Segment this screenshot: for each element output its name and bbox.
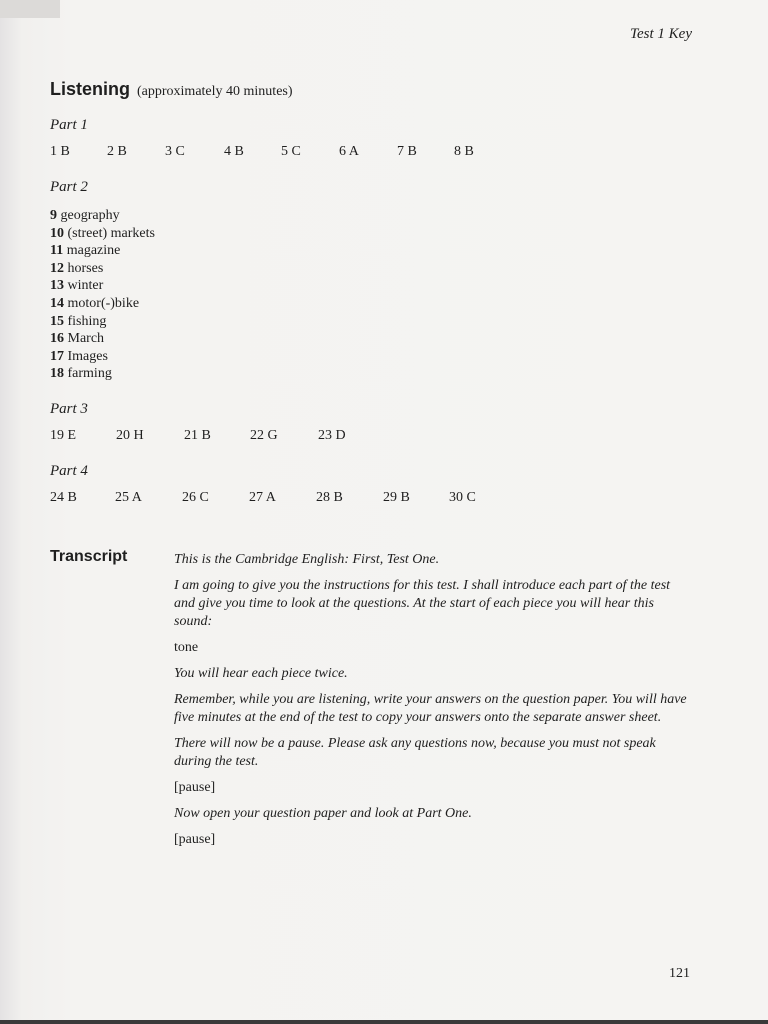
part3-label: Part 3 [50,401,88,417]
list-item: 11 magazine [50,243,121,259]
list-item: 17 Images [50,348,108,364]
part2-answer-list [50,207,155,383]
answer-item: 27 A [249,490,276,505]
part1-label: Part 1 [50,117,88,133]
answer-item: 4 B [224,144,244,159]
answer-item: 30 C [449,490,476,505]
answer-item: 19 E [50,428,77,443]
list-item: 14 motor(-)bike [50,295,140,311]
list-item: 16 March [50,331,105,347]
list-item: 18 farming [50,366,112,382]
transcript-paragraph: You will hear each piece twice. [174,666,348,681]
transcript-paragraph: Remember, while you are listening, write your answers on the question paper. You will have five minutes at the end of the test to copy your answers onto the separate answer sheet. [174,692,687,725]
transcript-paragraph: [pause] [174,832,216,847]
listening-section-title [50,79,293,100]
answer-item: 5 C [281,144,301,159]
part4-label: Part 4 [50,463,88,479]
scan-edge-shadow [0,0,60,18]
transcript-paragraph: This is the Cambridge English: First, Test One. [174,552,440,567]
list-item: 10 (street) markets [50,225,155,241]
scan-bottom-edge [0,1020,768,1024]
answer-item: 1 B [50,144,70,159]
transcript-paragraph: There will now be a pause. Please ask any questions now, because you must not speak during the test. [174,736,656,769]
answer-item: 8 B [454,144,474,159]
transcript-body [174,551,694,857]
transcript-heading: Transcript [50,548,128,565]
answer-item: 2 B [107,144,127,159]
answer-item: 21 B [184,428,211,443]
answer-item: 28 B [316,490,343,505]
answer-item: 7 B [397,144,417,159]
list-item: 13 winter [50,278,104,294]
part2-label: Part 2 [50,179,88,195]
answer-item: 25 A [115,490,142,505]
running-header: Test 1 Key [630,26,692,42]
answer-item: 22 G [250,428,278,443]
list-item: 12 horses [50,260,104,276]
answer-item: 20 H [116,428,144,443]
list-item: 9 geography [50,208,120,223]
answer-item: 24 B [50,490,77,505]
page-number: 121 [669,966,690,981]
transcript-paragraph: [pause] [174,780,216,795]
answer-item: 29 B [383,490,410,505]
answer-item: 3 C [165,144,185,159]
listening-duration: (approximately 40 minutes) [137,84,293,99]
listening-heading: Listening [50,79,130,99]
list-item: 15 fishing [50,313,107,329]
transcript-paragraph: Now open your question paper and look at Part One. [174,806,472,821]
answer-item: 6 A [339,144,359,159]
answer-item: 26 C [182,490,209,505]
transcript-paragraph: tone [174,640,199,655]
transcript-paragraph: I am going to give you the instructions for this test. I shall introduce each part of the test and give you time to look at the questions. At the start of each piece you will hear this sound: [174,578,671,629]
answer-item: 23 D [318,428,346,443]
